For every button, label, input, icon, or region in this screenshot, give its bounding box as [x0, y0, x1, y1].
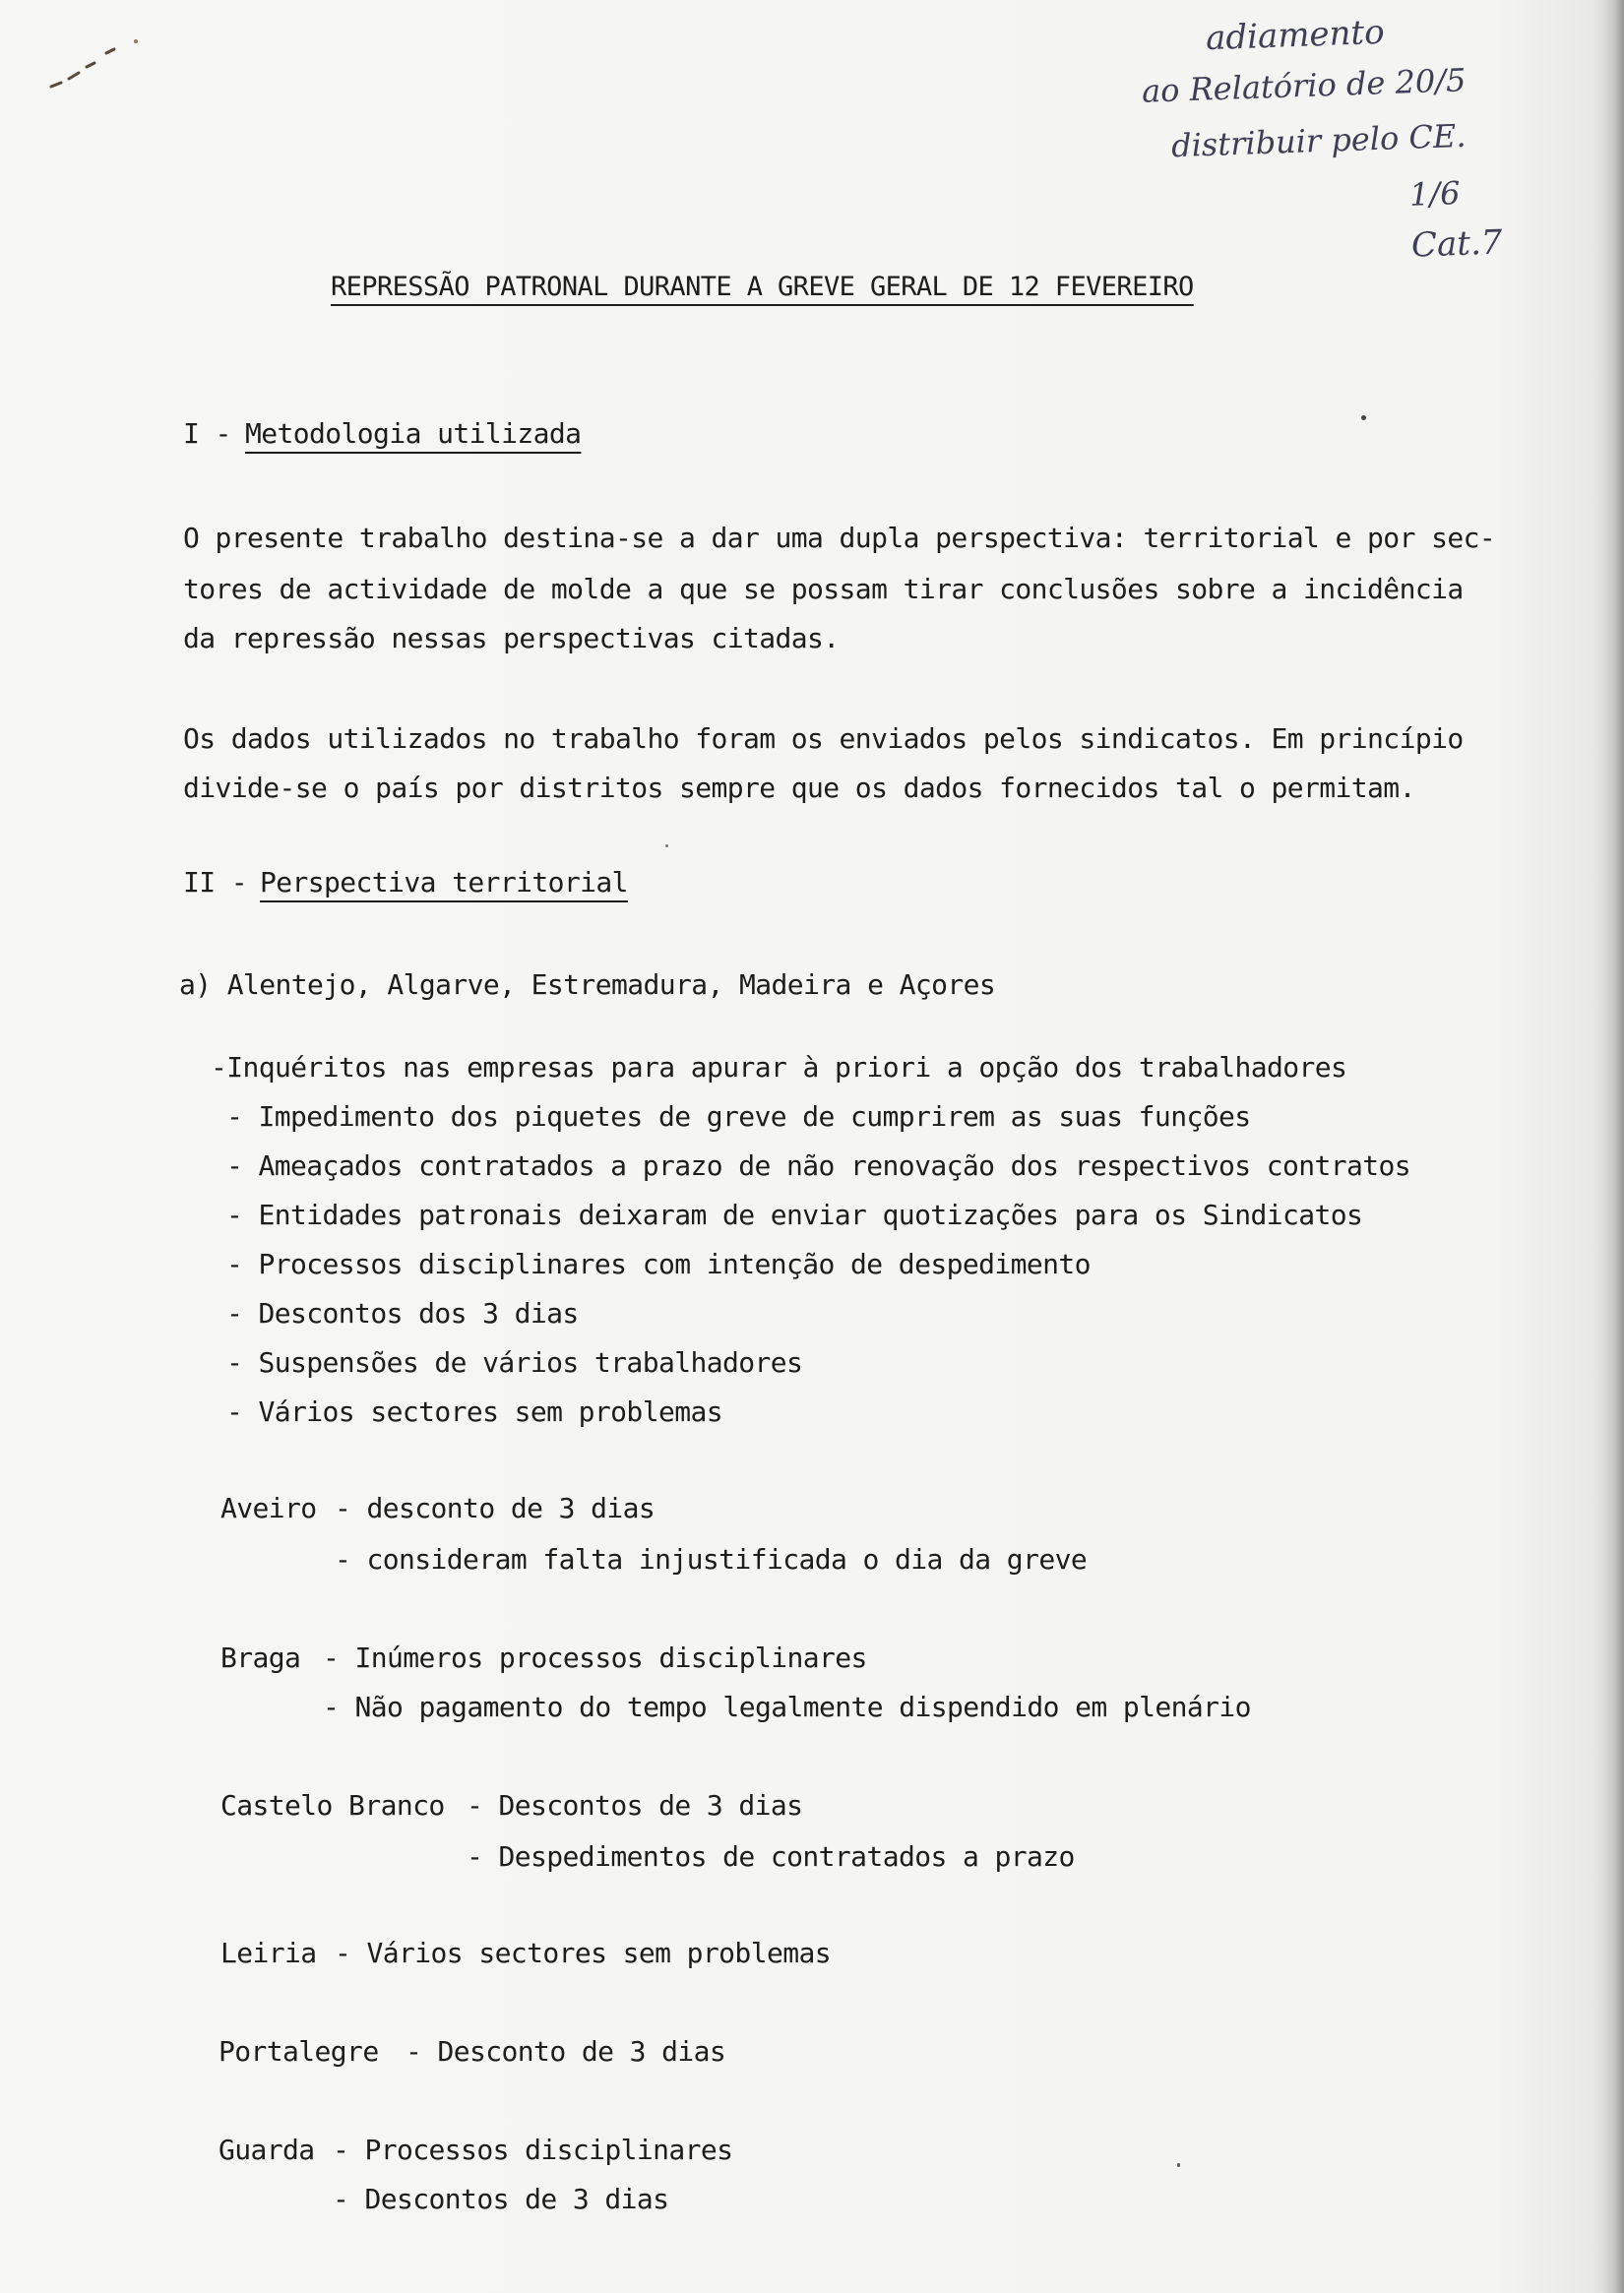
list-item: - Vários sectores sem problemas: [226, 1395, 722, 1428]
district-name-portalegre: Portalegre: [219, 2035, 379, 2068]
district-line: - Desconto de 3 dias: [406, 2035, 726, 2068]
handwritten-note-line1: adiamento: [1205, 12, 1386, 59]
section1-para2-line2: divide-se o país por distritos sempre que os dados fornecidos tal o permitam.: [183, 772, 1415, 804]
district-name-aveiro: Aveiro: [220, 1492, 317, 1524]
section1-number: I -: [183, 417, 248, 450]
section2-heading: Perspectiva territorial: [260, 866, 628, 899]
list-item: - Descontos dos 3 dias: [226, 1297, 579, 1330]
district-line: - Vários sectores sem problemas: [335, 1937, 831, 1969]
district-name-castelo-branco: Castelo Branco: [220, 1789, 445, 1822]
list-item: - Entidades patronais deixaram de enviar quotizações para os Sindicatos: [226, 1199, 1363, 1231]
speck: [665, 844, 668, 847]
district-name-leiria: Leiria: [220, 1937, 317, 1969]
district-line: - desconto de 3 dias: [335, 1492, 656, 1524]
district-line: - Inúmeros processos disciplinares: [323, 1642, 867, 1674]
list-item: - Ameaçados contratados a prazo de não renovação dos respectivos contratos: [226, 1149, 1411, 1182]
list-item: - Suspensões de vários trabalhadores: [226, 1346, 803, 1379]
handwritten-note-line4: 1/6: [1408, 174, 1462, 214]
section1-para1-line2: tores de actividade de molde a que se possam tirar conclusões sobre a incidência: [183, 573, 1464, 605]
district-name-guarda: Guarda: [219, 2134, 315, 2166]
section1-para1-line1: O presente trabalho destina-se a dar uma dupla perspectiva: territorial e por sec-: [183, 522, 1496, 554]
handwritten-note-line3: distribuir pelo CE.: [1170, 116, 1468, 165]
paper-edge-shadow: [1602, 0, 1624, 2293]
section2-number: II -: [183, 866, 264, 899]
district-line: - consideram falta injustificada o dia da greve: [335, 1543, 1088, 1576]
district-line: - Processos disciplinares: [333, 2134, 733, 2166]
list-item: -Inquéritos nas empresas para apurar à priori a opção dos trabalhadores: [211, 1051, 1347, 1084]
district-line: - Despedimentos de contratados a prazo: [467, 1840, 1075, 1873]
list-item: - Processos disciplinares com intenção de despedimento: [226, 1248, 1091, 1280]
list-item: - Impedimento dos piquetes de greve de cumprirem as suas funções: [226, 1100, 1251, 1133]
district-name-braga: Braga: [220, 1642, 301, 1674]
district-line: - Descontos de 3 dias: [333, 2183, 669, 2215]
section1-para1-line3: da repressão nessas perspectivas citadas.: [183, 622, 840, 654]
speck: [1361, 415, 1366, 420]
district-line: - Não pagamento do tempo legalmente dispendido em plenário: [323, 1691, 1251, 1723]
ink-mark: [45, 30, 144, 98]
document-title: REPRESSÃO PATRONAL DURANTE A GREVE GERAL DE 12 FEVEREIRO: [331, 272, 1194, 302]
handwritten-note-line2: ao Relatório de 20/5: [1141, 61, 1467, 110]
section1-heading: Metodologia utilizada: [245, 417, 582, 450]
district-line: - Descontos de 3 dias: [467, 1789, 803, 1822]
speck: [1177, 2163, 1180, 2167]
handwritten-note-line5: Cat.7: [1410, 222, 1504, 266]
section2-subheading: a) Alentejo, Algarve, Estremadura, Madeira e Açores: [179, 968, 996, 1001]
section1-para2-line1: Os dados utilizados no trabalho foram os enviados pelos sindicatos. Em princípio: [183, 722, 1464, 755]
